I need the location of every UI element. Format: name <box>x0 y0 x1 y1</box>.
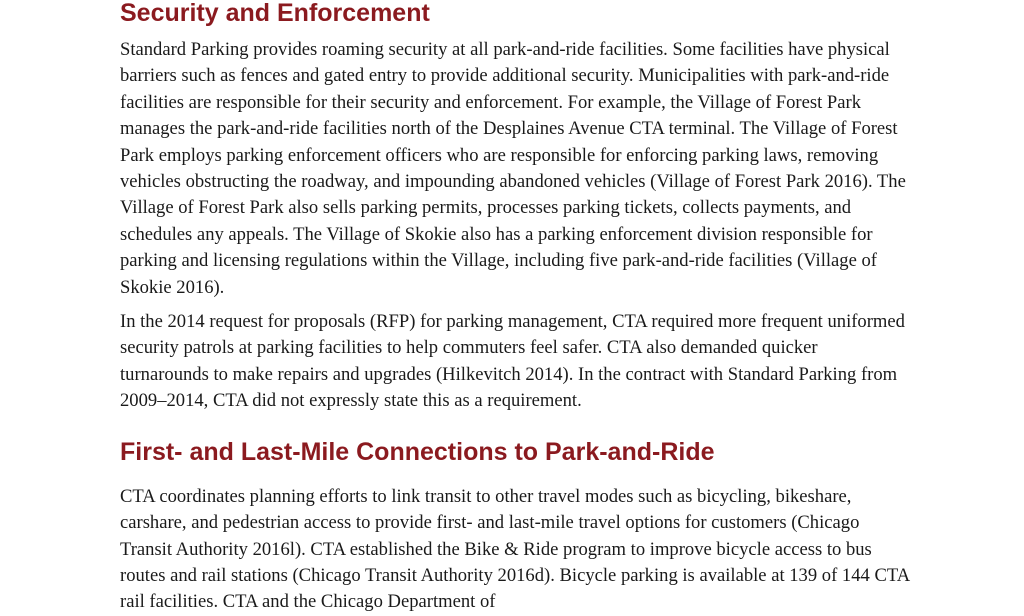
paragraph-security-roaming: Standard Parking provides roaming security at all park-and-ride facilities. Some facilities have physical barriers such as fences and gated entry to provide additional security. Municipalities with park-and-ride facilities are responsible for their security and enforcement. For example, the Village of Forest Park manages the park-and-ride facilities north of the Desplaines Avenue CTA terminal. The Village of Forest Park employs parking enforcement officers who are responsible for enforcing parking laws, removing vehicles obstructing the roadway, and impounding abandoned vehicles (Village of Forest Park 2016). The Village of Forest Park also sells parking permits, processes parking tickets, collects payments, and schedules any appeals. The Village of Skokie also has a parking enforcement division responsible for parking and licensing regulations within the Village, including five park-and-ride facilities (Village of Skokie 2016). <box>120 39 906 298</box>
paragraph-first-last-mile: CTA coordinates planning efforts to link transit to other travel modes such as bicycling, bikeshare, carshare, and pedestrian access to provide first- and last-mile travel options for customers (Chicago Transit Authority 2016l). CTA established the Bike & Ride program to improve bicycle access to bus routes and rail stations (Chicago Transit Authority 2016d). Bicycle parking is available at 139 of 144 CTA rail facilities. CTA and the Chicago Department of <box>120 485 910 613</box>
document-body <box>120 0 910 616</box>
paragraph-security-rfp: In the 2014 request for proposals (RFP) for parking management, CTA required more frequent uniformed security patrols at parking facilities to help commuters feel safer. CTA also demanded quicker turnarounds to make repairs and upgrades (Hilkevitch 2014). In the contract with Standard Parking from 2009–2014, CTA did not expressly state this as a requirement. <box>120 311 905 412</box>
section-heading-first-last-mile: First- and Last-Mile Connections to Park-and-Ride <box>120 437 715 466</box>
section-heading-security: Security and Enforcement <box>120 0 430 27</box>
